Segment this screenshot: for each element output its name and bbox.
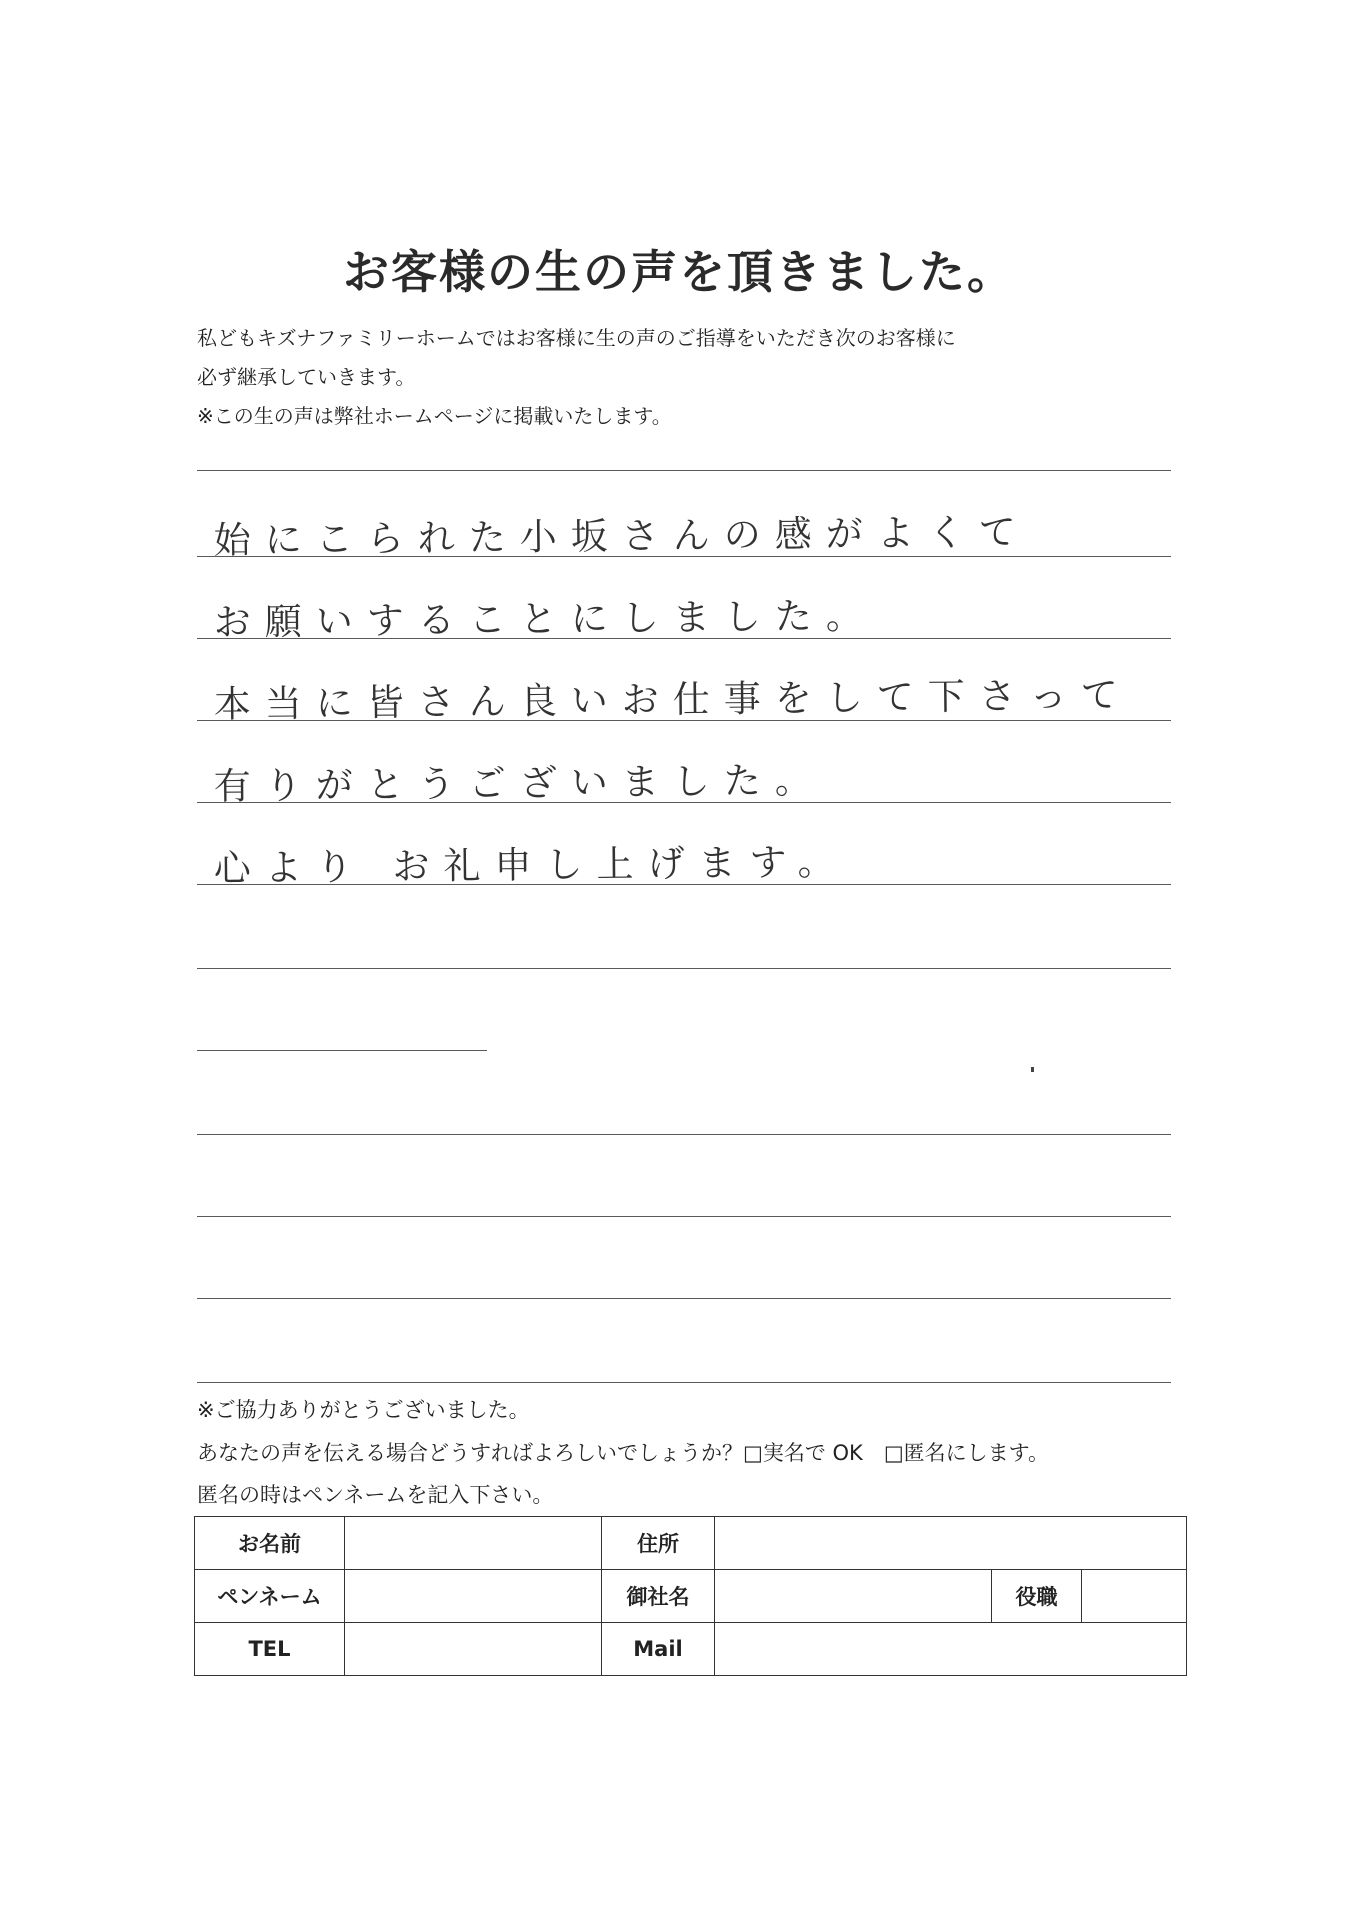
intro-line-3: ※この生の声は弊社ホームページに掲載いたします。 bbox=[197, 404, 672, 428]
company-field[interactable] bbox=[715, 1570, 992, 1623]
position-label: 役職 bbox=[992, 1570, 1082, 1623]
tel-label: TEL bbox=[195, 1623, 345, 1676]
address-label: 住所 bbox=[602, 1517, 715, 1570]
ruled-line bbox=[197, 1298, 1171, 1299]
handwritten-line-5: 心より お礼申し上げます。 bbox=[213, 840, 849, 891]
penname-field[interactable] bbox=[345, 1570, 602, 1623]
tel-field[interactable] bbox=[345, 1623, 602, 1676]
mail-label: Mail bbox=[602, 1623, 715, 1676]
address-field[interactable] bbox=[715, 1517, 1187, 1570]
ruled-line bbox=[197, 968, 1171, 969]
handwritten-line-1: 始にこられた小坂さんの感がよくて bbox=[213, 510, 1030, 563]
handwritten-line-3: 本当に皆さん良いお仕事をして下さって bbox=[213, 673, 1132, 727]
ruled-line bbox=[197, 1216, 1171, 1217]
ruled-line bbox=[197, 1382, 1171, 1383]
penname-note: 匿名の時はペンネームを記入下さい。 bbox=[197, 1483, 554, 1507]
name-label: お名前 bbox=[195, 1517, 345, 1570]
ruled-line bbox=[197, 1134, 1171, 1135]
handwritten-line-2: お願いすることにしました。 bbox=[213, 594, 877, 645]
ruled-line-short bbox=[197, 1050, 487, 1051]
penname-label: ペンネーム bbox=[195, 1570, 345, 1623]
intro-line-1: 私どもキズナファミリーホームではお客様に生の声のご指導をいただき次のお客様に bbox=[197, 326, 956, 350]
customer-info-form bbox=[194, 1516, 1187, 1676]
page-title: お客様の生の声を頂きました。 bbox=[343, 245, 1015, 299]
mail-field[interactable] bbox=[715, 1623, 1187, 1676]
company-label: 御社名 bbox=[602, 1570, 715, 1623]
ruled-line bbox=[197, 470, 1171, 471]
thanks-note: ※ご協力ありがとうございました。 bbox=[197, 1398, 530, 1422]
name-preference-question: あなたの声を伝える場合どうすればよろしいでしょうか？□実名で OK □匿名にします。 bbox=[197, 1441, 1049, 1465]
ink-dot bbox=[1031, 1067, 1034, 1072]
intro-line-2: 必ず継承していきます。 bbox=[197, 365, 416, 389]
name-field[interactable] bbox=[345, 1517, 602, 1570]
position-field[interactable] bbox=[1082, 1570, 1187, 1623]
handwritten-line-4: 有りがとうございました。 bbox=[213, 758, 826, 809]
